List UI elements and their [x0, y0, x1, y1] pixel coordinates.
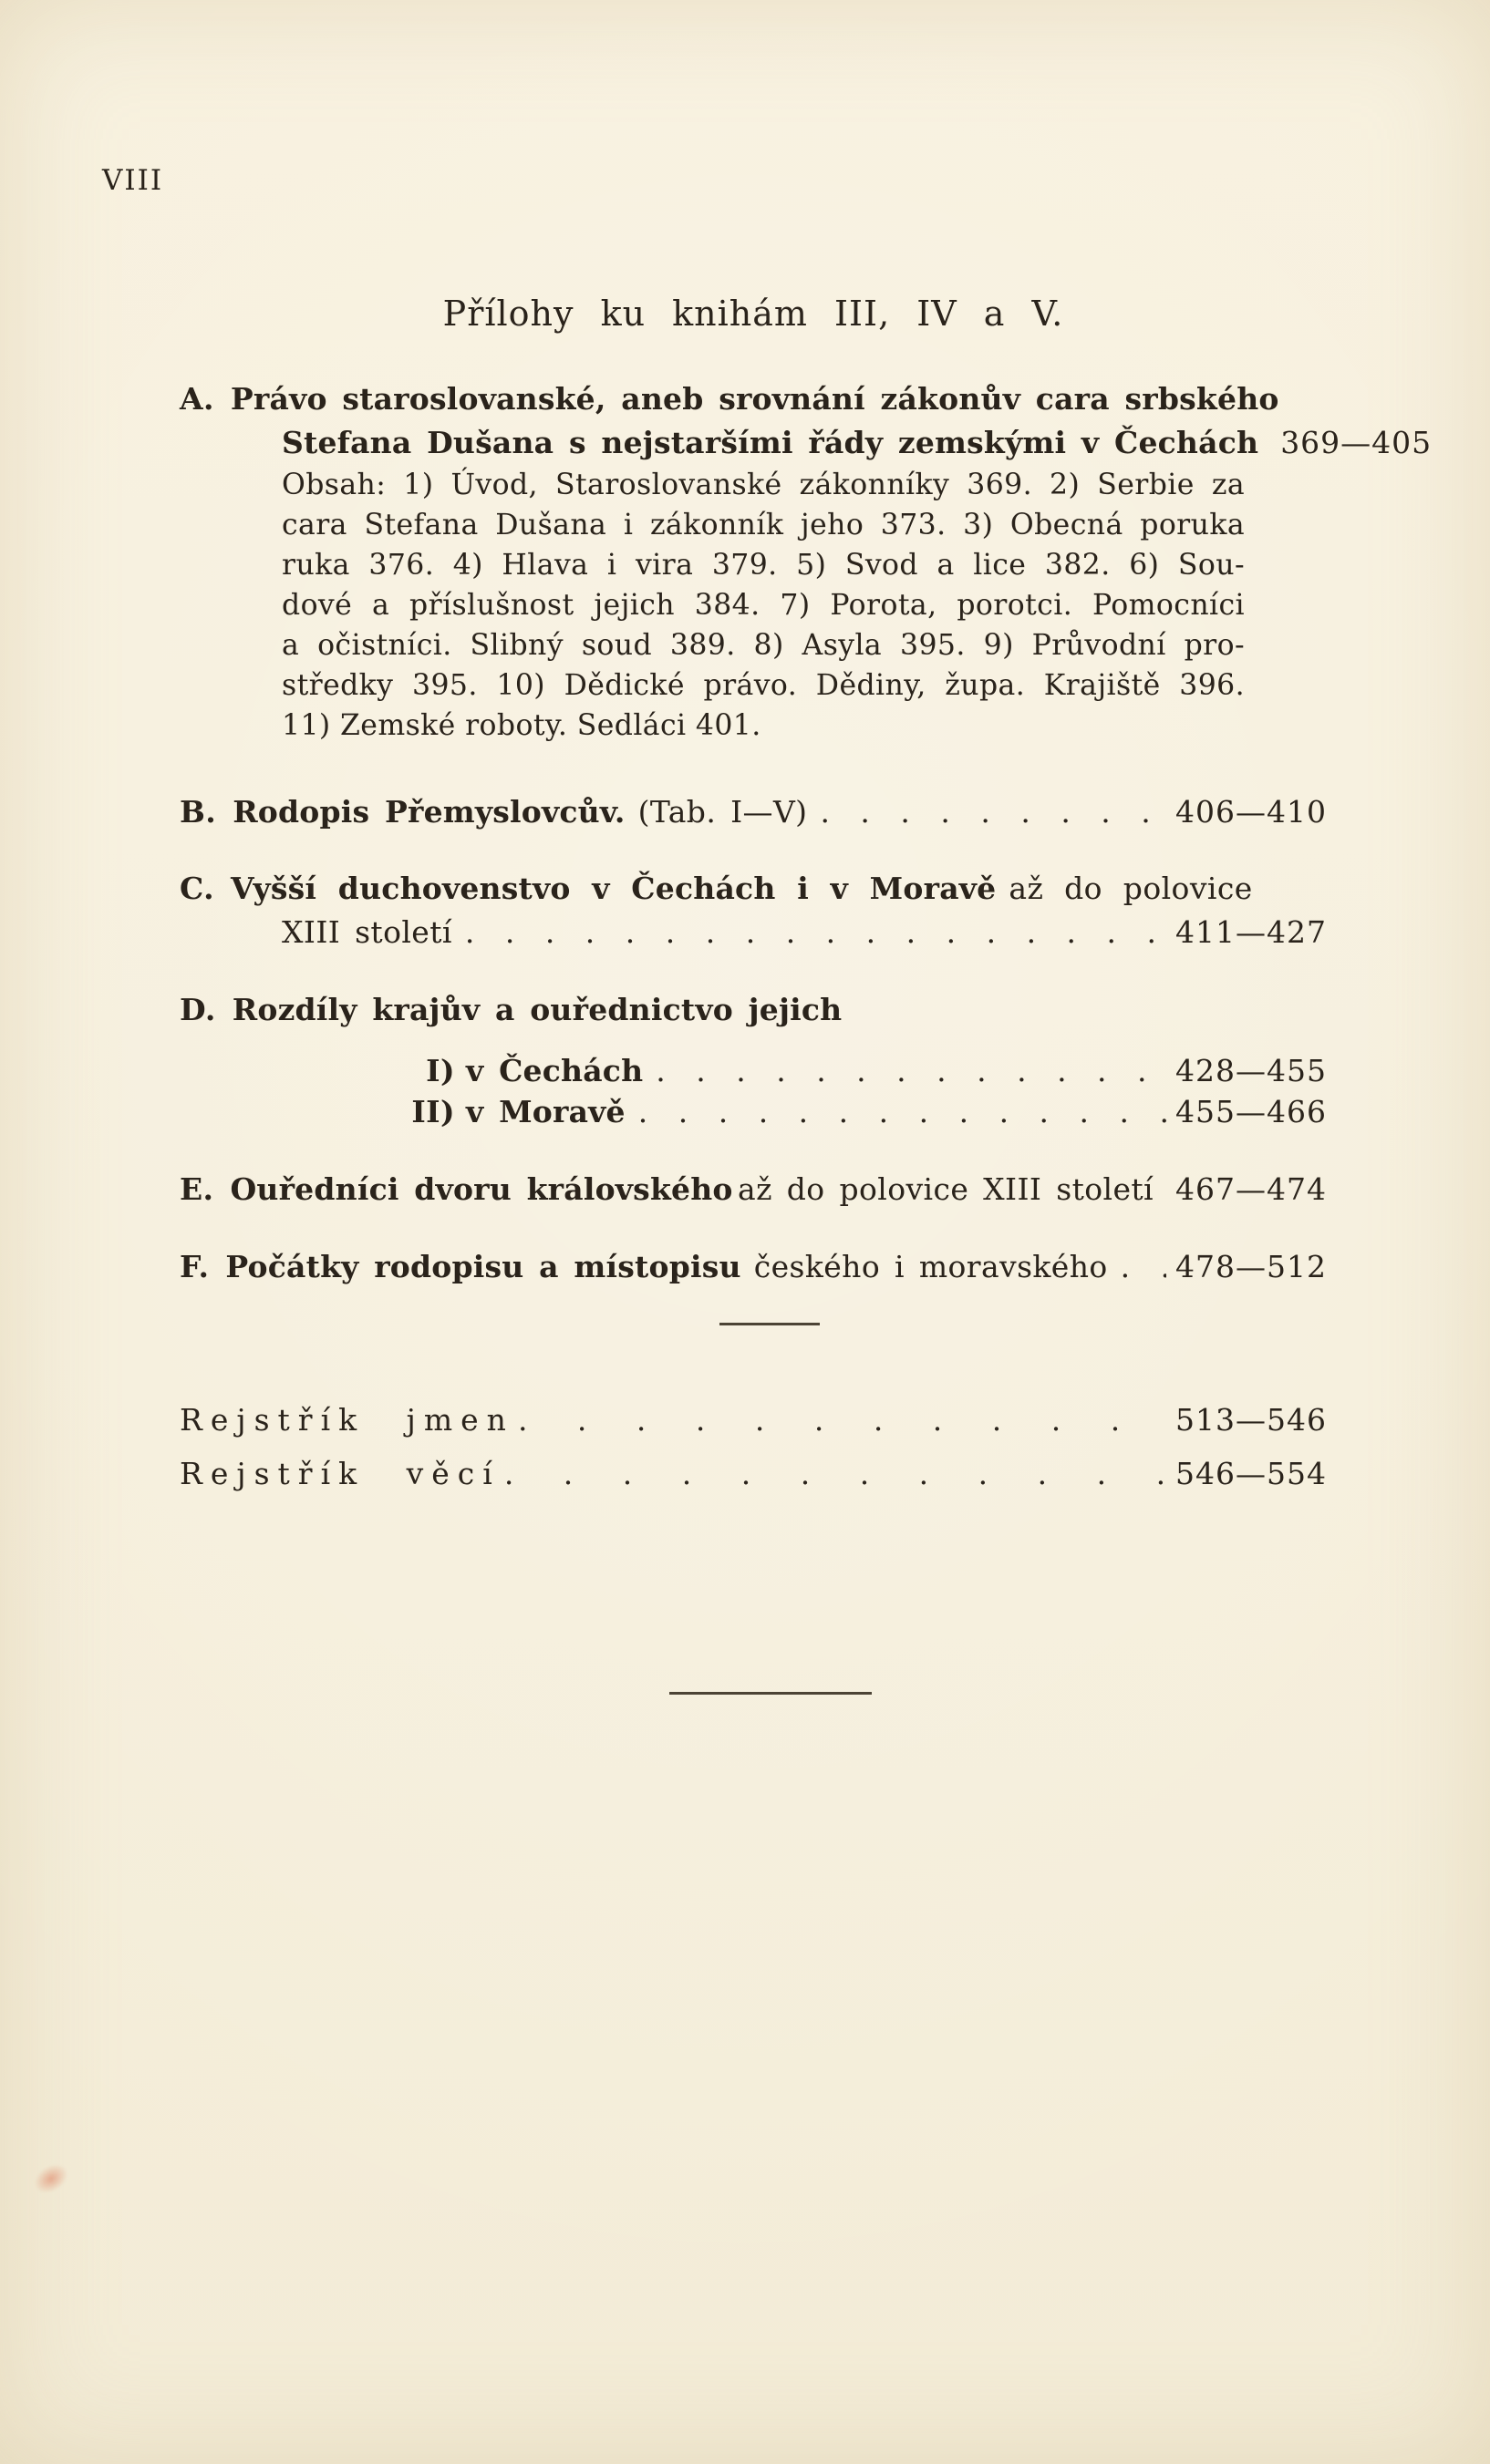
separator-rule-short	[719, 1323, 820, 1325]
entry-e-bold: Ouředníci dvoru královského	[230, 1171, 733, 1207]
paper-stain	[29, 2159, 74, 2200]
entry-d-bold: Rozdíly krajův a ouřednictvo jejich	[232, 992, 843, 1027]
toc-entry-d-sub-1	[282, 1050, 1327, 1092]
separator-rule-long	[669, 1692, 872, 1695]
entry-b-page-range: 406—410	[1175, 794, 1327, 830]
toc-entry-a-heading-1	[180, 378, 1327, 420]
sub-entry-label: v Moravě	[466, 1094, 626, 1129]
entry-f-regular: českého i moravského	[753, 1249, 1108, 1284]
entry-a-detail-line: dové a příslušnost jejich 384. 7) Porota, porotci. Pomocníci	[282, 589, 1245, 622]
toc-entry-e	[180, 1169, 1327, 1211]
entry-letter: F.	[180, 1249, 210, 1284]
index-label: Rejstřík věcí	[180, 1456, 501, 1491]
sub-entry-page-range: 455—466	[1175, 1094, 1327, 1129]
dot-leader	[656, 1050, 1166, 1092]
page-title: Přílohy ku knihám III, IV a V.	[442, 294, 1064, 334]
entry-letter: C.	[180, 871, 214, 906]
dot-leader	[518, 1399, 1166, 1441]
entry-a-bold-line1: Právo staroslovanské, aneb srovnání zákonův cara srbského	[230, 381, 1279, 417]
dot-leader	[465, 912, 1166, 954]
index-page-range: 546—554	[1175, 1456, 1327, 1491]
toc-entry-a-heading-2	[282, 422, 1433, 464]
index-entry-names	[180, 1399, 1327, 1441]
entry-e-page-range: 467—474	[1175, 1171, 1327, 1207]
entry-a-detail-line: cara Stefana Dušana i zákonník jeho 373. 3) Obecná poruka	[282, 509, 1245, 541]
entry-letter: E.	[180, 1171, 214, 1207]
entry-letter: A.	[180, 381, 214, 417]
sub-entry-numeral: II)	[411, 1094, 455, 1129]
entry-b-bold: Rodopis Přemyslovcův.	[233, 794, 626, 830]
sub-entry-numeral: I)	[426, 1053, 455, 1088]
dot-leader	[504, 1453, 1166, 1495]
toc-entry-f	[180, 1246, 1327, 1288]
entry-letter: D.	[180, 992, 216, 1027]
entry-a-detail-line: a očistníci. Slibný soud 389. 8) Asyla 395. 9) Průvodní pro-	[282, 629, 1245, 662]
entry-f-bold: Počátky rodopisu a místopisu	[225, 1249, 741, 1284]
entry-c-page-range: 411—427	[1175, 914, 1327, 950]
entry-a-detail-line: Obsah: 1) Úvod, Staroslovanské zákonníky 369. 2) Serbie za	[282, 469, 1245, 501]
toc-entry-d-sub-2	[282, 1091, 1327, 1133]
entry-a-detail-line: 11) Zemské roboty. Sedláci 401.	[282, 709, 761, 742]
dot-leader	[1121, 1246, 1166, 1288]
index-entry-subjects	[180, 1453, 1327, 1495]
index-label: Rejstřík jmen	[180, 1402, 514, 1438]
sub-entry-label: v Čechách	[466, 1053, 644, 1088]
toc-entry-c-heading	[180, 868, 1327, 910]
entry-c-bold: Vyšší duchovenstvo v Čechách i v Moravě	[230, 871, 997, 906]
sub-entry-page-range: 428—455	[1175, 1053, 1327, 1088]
entry-e-regular: až do polovice XIII století	[738, 1171, 1154, 1207]
dot-leader	[820, 791, 1166, 833]
entry-a-bold-line2: Stefana Dušana s nejstaršími řády zemskými v Čechách	[282, 425, 1259, 460]
entry-a-detail-line: ruka 376. 4) Hlava i vira 379. 5) Svod a lice 382. 6) Sou-	[282, 549, 1245, 582]
toc-entry-c-line2	[282, 912, 1327, 954]
entry-b-regular: (Tab. I—V)	[637, 794, 808, 830]
page-number: VIII	[102, 164, 164, 197]
entry-letter: B.	[180, 794, 217, 830]
index-page-range: 513—546	[1175, 1402, 1327, 1438]
entry-c-line2-text: XIII století	[282, 914, 452, 950]
toc-entry-b	[180, 791, 1327, 833]
dot-leader	[638, 1091, 1166, 1133]
entry-c-regular: až do polovice	[1009, 871, 1253, 906]
toc-entry-d-heading	[180, 989, 1327, 1031]
entry-f-page-range: 478—512	[1175, 1249, 1327, 1284]
entry-a-page-range: 369—405	[1280, 425, 1433, 460]
entry-a-detail-line: středky 395. 10) Dědické právo. Dědiny, župa. Krajiště 396.	[282, 669, 1245, 702]
toc-entry-a-details	[282, 465, 1245, 746]
